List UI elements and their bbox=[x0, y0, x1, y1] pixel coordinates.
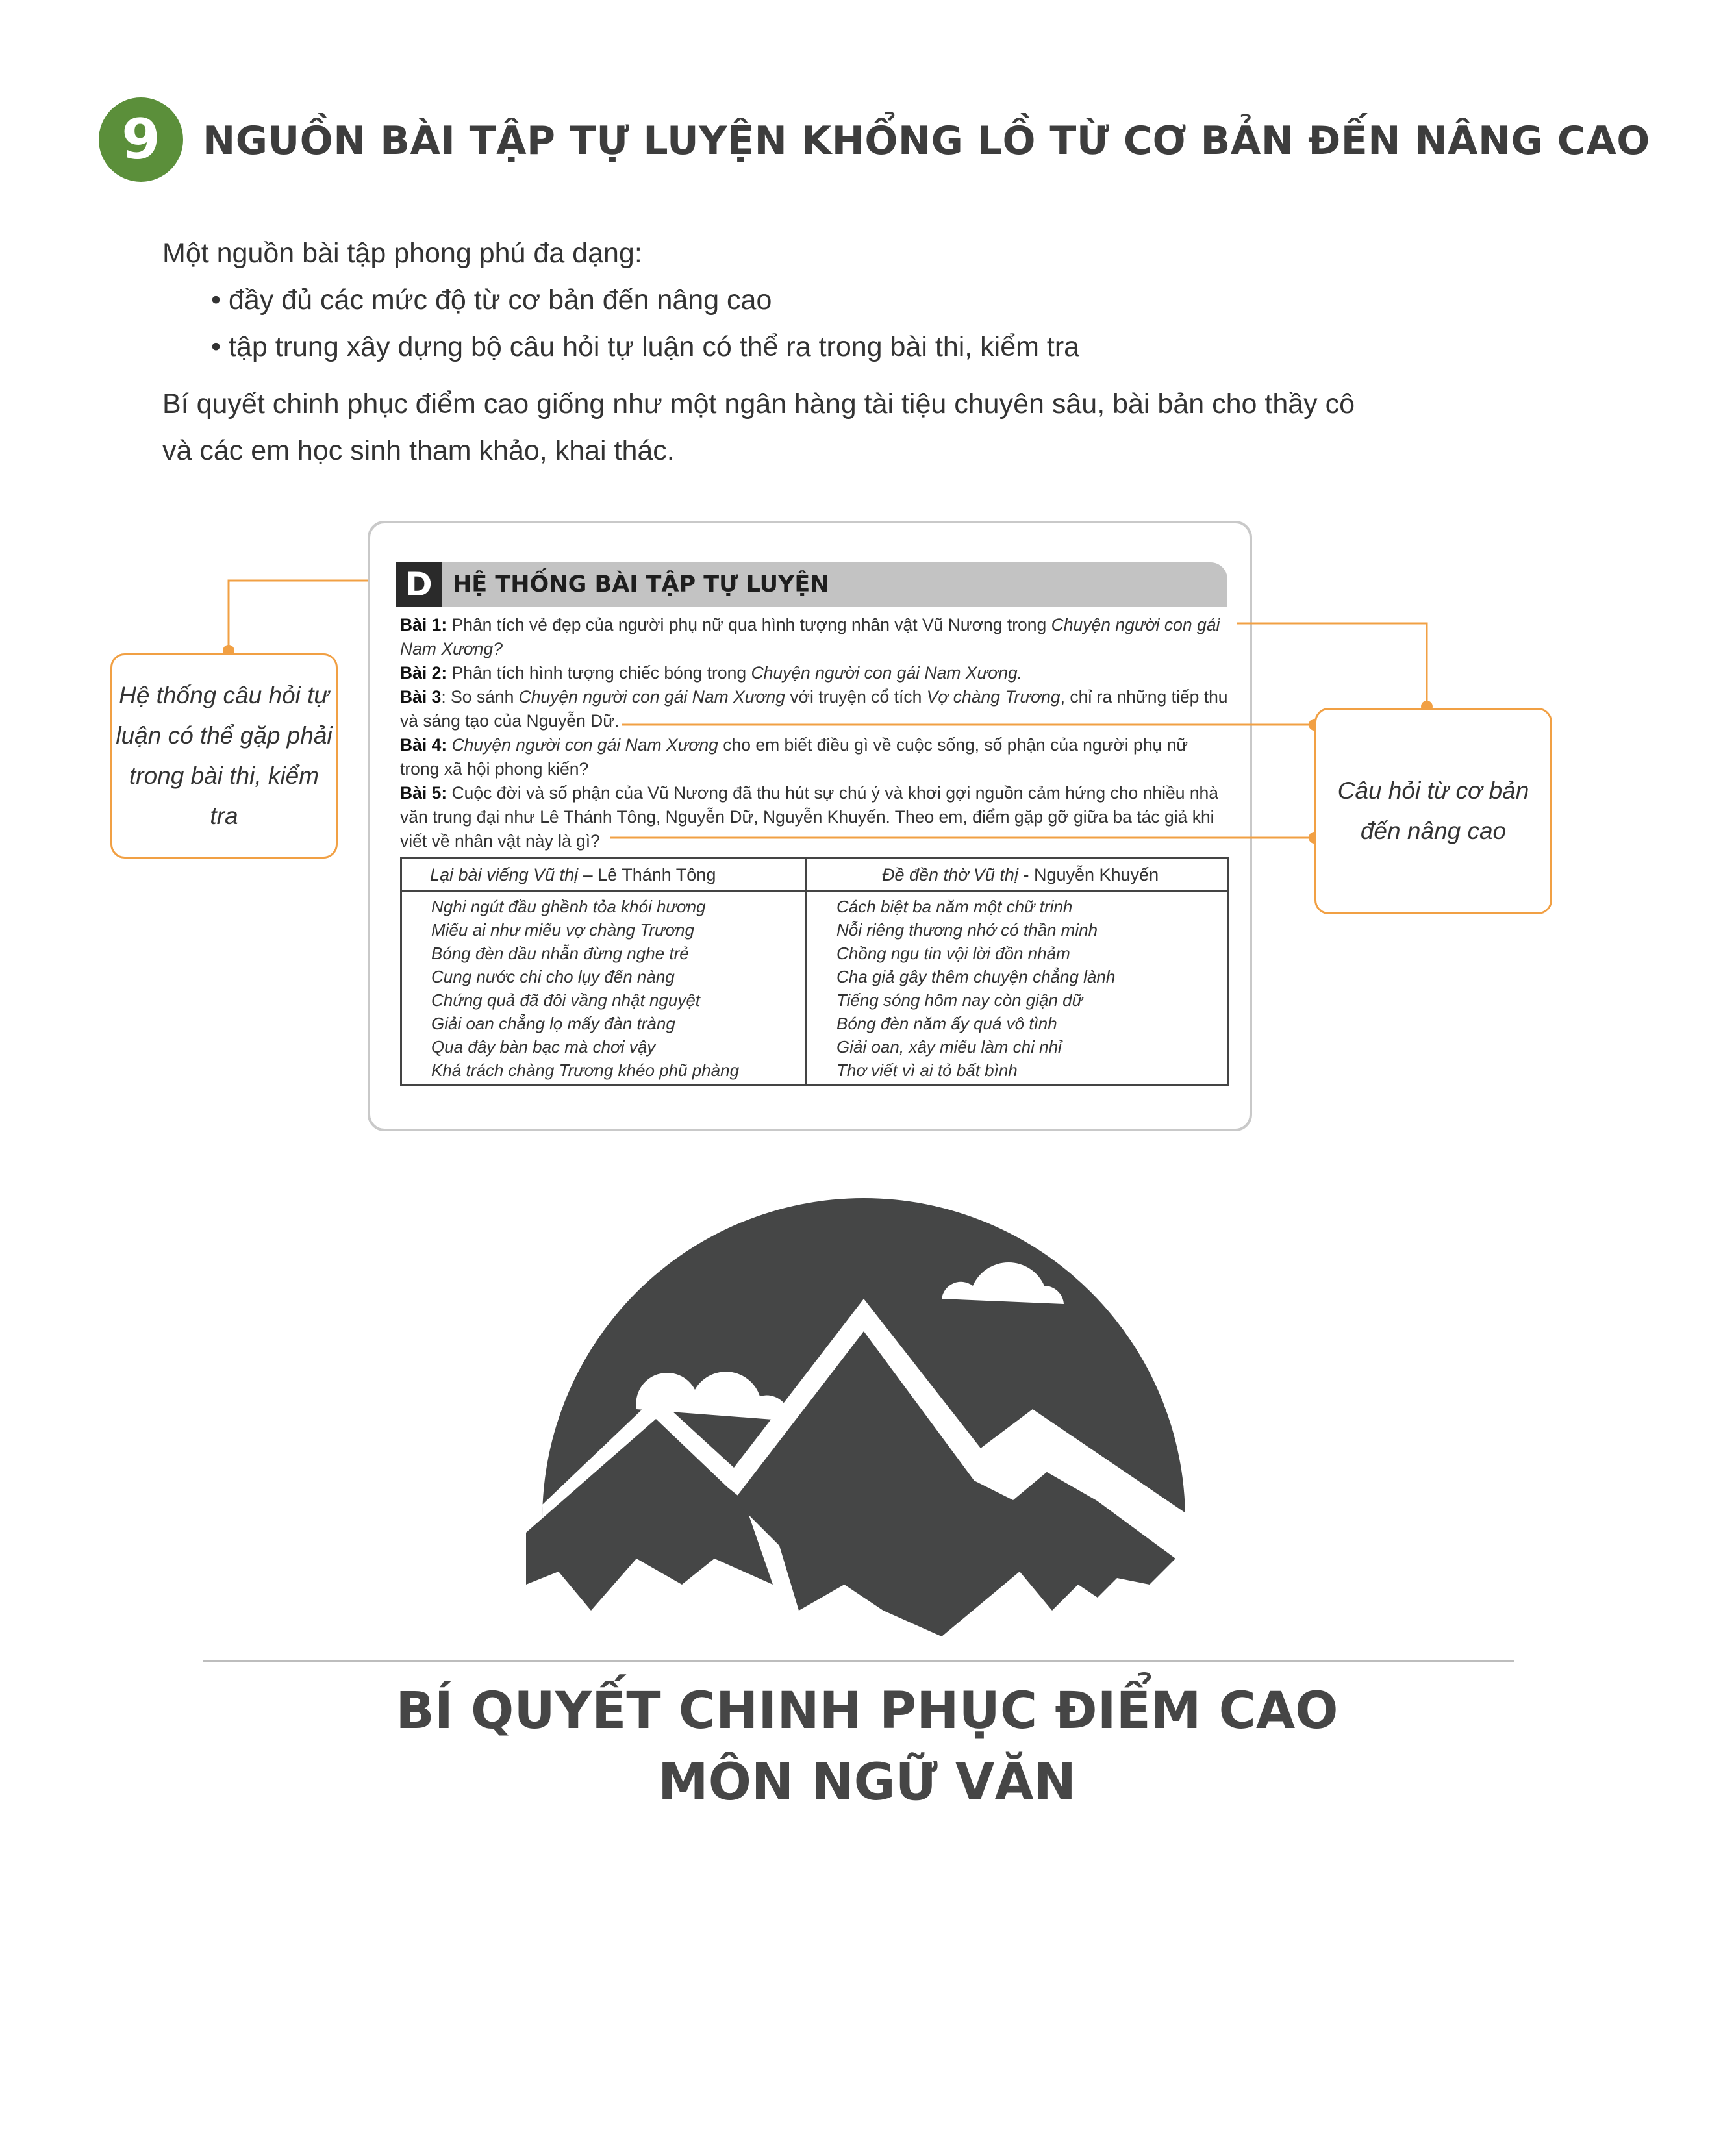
section-number-badge: 9 bbox=[99, 97, 183, 182]
callout-right: Câu hỏi từ cơ bản đến nâng cao bbox=[1314, 708, 1552, 914]
footer-title-line-2: MÔN NGỮ VĂN bbox=[658, 1753, 1076, 1812]
poem-line: Cách biệt ba năm một chữ trinh bbox=[836, 897, 1073, 916]
exercise-text: Chuyện người con gái Nam Xương bbox=[518, 687, 786, 707]
exercise-text: Chuyện người con gái Nam Xương. bbox=[751, 663, 1023, 683]
poem-left-lines bbox=[431, 895, 739, 1082]
poem-line: Nỗi riêng thương nhớ có thần minh bbox=[836, 920, 1098, 940]
poem-line: Cung nước chi cho lụy đến nàng bbox=[431, 967, 675, 986]
poem-line: Chồng ngu tin vội lời đồn nhảm bbox=[836, 944, 1070, 963]
exercise-label: Bài 3 bbox=[400, 687, 442, 707]
exercise-label: Bài 2: bbox=[400, 663, 447, 683]
exercise-text: : So sánh bbox=[441, 687, 519, 707]
exercise-1 bbox=[400, 613, 1229, 661]
poem-right-lines bbox=[836, 895, 1115, 1082]
intro-lead: Một nguồn bài tập phong phú đa dạng: bbox=[162, 238, 642, 269]
footer-divider bbox=[203, 1660, 1514, 1662]
poem-line: Chứng quả đã đôi vầng nhật nguyệt bbox=[431, 990, 701, 1010]
table-header-rule bbox=[400, 890, 1229, 892]
poem-left-title: Lại bài viếng Vũ thị – Lê Thánh Tông bbox=[430, 865, 716, 884]
exercise-text: Phân tích vẻ đẹp của người phụ nữ qua hình tượng nhân vật Vũ Nương trong bbox=[447, 615, 1051, 634]
mountain-logo-icon bbox=[520, 1195, 1208, 1636]
poem-line: Qua đây bàn bạc mà chơi vậy bbox=[431, 1037, 656, 1057]
poem-right-title: Đề đền thờ Vũ thị - Nguyễn Khuyến bbox=[882, 865, 1159, 884]
poem-line: Giải oan chẳng lọ mấy đàn tràng bbox=[431, 1014, 675, 1033]
poem-line: Bóng đèn năm ấy quá vô tình bbox=[836, 1014, 1057, 1033]
section-letter: D bbox=[396, 562, 442, 607]
paragraph-line: và các em học sinh tham khảo, khai thác. bbox=[162, 435, 675, 466]
exercise-text: , chỉ ra những tiếp thu và sáng tạo của Nguyễn Dữ. bbox=[400, 687, 1228, 731]
section-heading: NGUỒN BÀI TẬP TỰ LUYỆN KHỔNG LỒ TỪ CƠ BẢN ĐẾN NÂNG CAO bbox=[203, 118, 1650, 164]
poem-line: Bóng đèn dầu nhẫn đừng nghe trẻ bbox=[431, 944, 689, 963]
exercise-text: Phân tích hình tượng chiếc bóng trong bbox=[447, 663, 751, 683]
section-title: HỆ THỐNG BÀI TẬP TỰ LUYỆN bbox=[453, 571, 829, 597]
poem-line: Khá trách chàng Trương khéo phũ phàng bbox=[431, 1060, 740, 1080]
poem-line: Tiếng sóng hôm nay còn giận dữ bbox=[836, 990, 1083, 1010]
exercise-text: với truyện cổ tích bbox=[785, 687, 927, 707]
paragraph-line: Bí quyết chinh phục điểm cao giống như một ngân hàng tài tiệu chuyên sâu, bài bản cho thầy cô bbox=[162, 388, 1355, 420]
exercise-2 bbox=[400, 661, 1229, 685]
poem-line: Cha giả gây thêm chuyện chẳng lành bbox=[836, 967, 1116, 986]
exercise-label: Bài 4: bbox=[400, 735, 447, 755]
exercise-text: Cuộc đời và số phận của Vũ Nương đã thu hút sự chú ý và khơi gợi nguồn cảm hứng cho nhiều nhà văn trung đại như Lê Thánh Tông, Nguyễn Dữ, Nguyễn Khuyến. Theo em, điểm gặp gỡ giữa ba tác giả khi viết về nhân vật này là gì? bbox=[400, 783, 1219, 851]
exercise-text: Vợ chàng Trương bbox=[926, 687, 1061, 707]
exercise-label: Bài 5: bbox=[400, 783, 447, 803]
exercise-label: Bài 1: bbox=[400, 615, 447, 634]
exercise-text: Chuyện người con gái Nam Xương bbox=[451, 735, 718, 755]
exercise-text: Chuyện người con gái Nam Xương? bbox=[400, 615, 1220, 658]
poem-line: Nghi ngút đầu ghềnh tỏa khói hương bbox=[431, 897, 706, 916]
poem-line: Giải oan, xây miếu làm chi nhỉ bbox=[836, 1037, 1062, 1057]
bullet-item: • đầy đủ các mức độ từ cơ bản đến nâng cao bbox=[211, 284, 772, 316]
exercise-4 bbox=[400, 733, 1229, 781]
bullet-item: • tập trung xây dựng bộ câu hỏi tự luận có thể ra trong bài thi, kiểm tra bbox=[211, 331, 1080, 362]
exercise-5 bbox=[400, 781, 1229, 853]
exercise-text bbox=[447, 735, 451, 755]
callout-left: Hệ thống câu hỏi tự luận có thể gặp phải trong bài thi, kiểm tra bbox=[110, 653, 338, 859]
footer-title-line-1: BÍ QUYẾT CHINH PHỤC ĐIỂM CAO bbox=[396, 1682, 1338, 1740]
exercise-text: cho em biết điều gì về cuộc sống, số phận của người phụ nữ trong xã hội phong kiến? bbox=[400, 735, 1188, 779]
poem-line: Thơ viết vì ai tỏ bất bình bbox=[836, 1060, 1018, 1080]
exercise-3 bbox=[400, 685, 1229, 733]
poem-line: Miếu ai như miếu vợ chàng Trương bbox=[431, 920, 694, 940]
